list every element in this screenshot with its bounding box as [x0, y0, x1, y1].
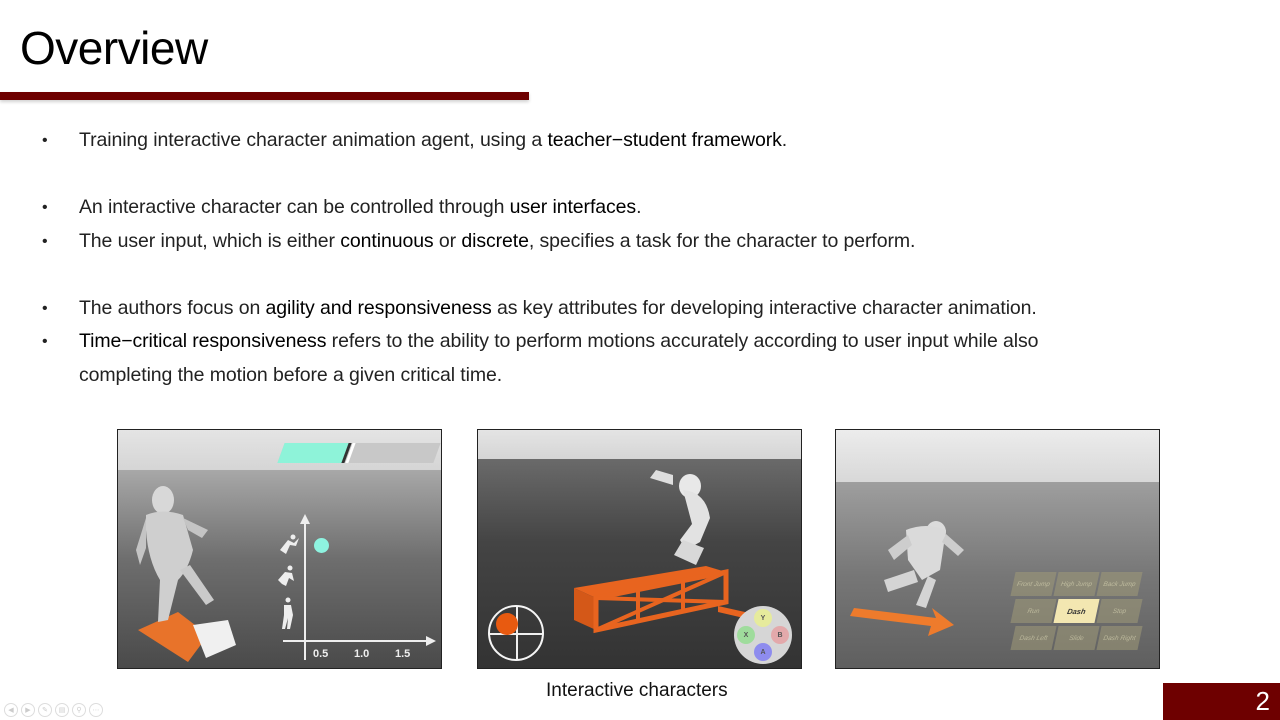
title-underline	[0, 92, 529, 100]
axis-tick: 1.0	[354, 648, 370, 660]
joystick-knob	[496, 613, 518, 635]
figure-caption: Interactive characters	[546, 680, 728, 701]
action-dash-right: Dash Right	[1096, 626, 1142, 650]
bullet-item: • Time−critical responsiveness refers to the ability to perform motions accurately according to user input while also completing the motion before a given critical time.	[40, 325, 1240, 392]
joystick-widget	[488, 605, 544, 661]
more-icon[interactable]: ⋯	[89, 703, 103, 717]
action-front-jump: Front Jump	[1010, 572, 1056, 596]
bullet-item: • Training interactive character animation agent, using a teacher−student framework.	[40, 124, 1240, 158]
target-speed-dot	[314, 538, 329, 553]
page-number: 2	[1255, 686, 1270, 716]
next-icon[interactable]: ▶	[21, 703, 35, 717]
speed-chart	[118, 430, 442, 669]
bullet-item: • The authors focus on agility and responsiveness as key attributes for developing interactive character animation.	[40, 292, 1240, 326]
action-stop: Stop	[1096, 599, 1142, 623]
zoom-icon[interactable]: ⚲	[72, 703, 86, 717]
action-high-jump: High Jump	[1053, 572, 1099, 596]
figure-discrete-control	[835, 429, 1160, 669]
action-dash-selected: Dash	[1053, 599, 1099, 623]
page-number-box	[1163, 683, 1280, 720]
pad-button-y: Y	[754, 609, 772, 627]
axis-tick: 0.5	[313, 648, 329, 660]
gamepad-buttons	[734, 606, 792, 664]
axis-tick: 1.5	[395, 648, 411, 660]
action-run: Run	[1010, 599, 1056, 623]
pad-button-x: X	[737, 626, 755, 644]
run-icon	[278, 566, 294, 587]
sprint-icon	[280, 535, 299, 555]
prev-icon[interactable]: ◀	[4, 703, 18, 717]
figure-continuous-control	[117, 429, 442, 669]
bullet-list	[40, 124, 1240, 392]
pad-button-a: A	[754, 643, 772, 661]
slides-icon[interactable]: ▤	[55, 703, 69, 717]
walk-icon	[282, 598, 293, 630]
action-slide: Slide	[1053, 626, 1099, 650]
pen-icon[interactable]: ✎	[38, 703, 52, 717]
action-back-jump: Back Jump	[1096, 572, 1142, 596]
pad-button-b: B	[771, 626, 789, 644]
bullet-item: • An interactive character can be controlled through user interfaces.	[40, 191, 1240, 225]
slideshow-controls	[4, 703, 103, 717]
action-menu-grid	[1013, 572, 1148, 653]
bullet-item: • The user input, which is either continuous or discrete, specifies a task for the character to perform.	[40, 225, 1240, 259]
action-dash-left: Dash Left	[1010, 626, 1056, 650]
slide-title: Overview	[20, 22, 208, 74]
figure-gamepad-control	[477, 429, 802, 669]
